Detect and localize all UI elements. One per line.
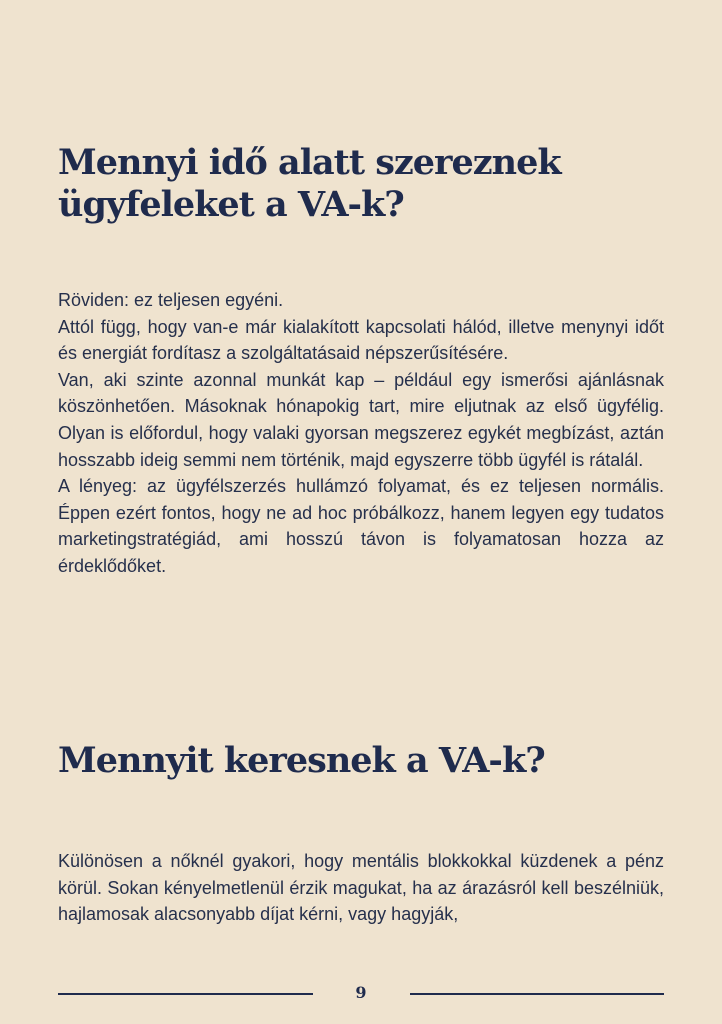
section-heading-earnings: Mennyit keresnek a VA-k? (58, 740, 545, 781)
paragraph: Van, aki szinte azonnal munkát kap – például egy ismerősi ajánlásnak köszönhetően. Másoknak hónapokig tart, mire eljutnak az első ügyfélig. Olyan is előfordul, hogy valaki gyorsan megszerez egykét megbízást, aztán hosszabb ideig semmi nem történik, majd egyszerre több ügyfél is rátalál. (58, 369, 664, 470)
paragraph: Röviden: ez teljesen egyéni. (58, 290, 284, 310)
paragraph: Attól függ, hogy van-e már kialakított kapcsolati hálód, illetve menynyi időt és energiát fordítasz a szolgáltatásaid népszerűsítésére. (58, 316, 664, 364)
footer-divider-right (410, 993, 664, 995)
section-body-earnings (58, 848, 664, 928)
footer-divider-left (58, 993, 313, 995)
page-footer (58, 981, 664, 1005)
section-heading-client-acquisition: Mennyi idő alatt szereznek ügyfeleket a VA-k? (58, 142, 561, 225)
page-number: 9 (355, 983, 367, 1002)
paragraph: A lényeg: az ügyfélszerzés hullámzó folyamat, és ez teljesen normális. Éppen ezért fontos, hogy ne ad hoc próbálkozz, hanem legyen egy tudatos marketingstratégiád, ami hosszú távon is folyamatosan hozza az érdeklődőket. (58, 476, 664, 576)
paragraph: Különösen a nőknél gyakori, hogy mentális blokkokkal küzdenek a pénz körül. Sokan kényelmetlenül érzik magukat, ha az árazásról kell beszélniük, hajlamosak alacsonyabb díjat kérni, vagy hagyják, (58, 851, 664, 925)
section-body-client-acquisition (58, 287, 664, 580)
